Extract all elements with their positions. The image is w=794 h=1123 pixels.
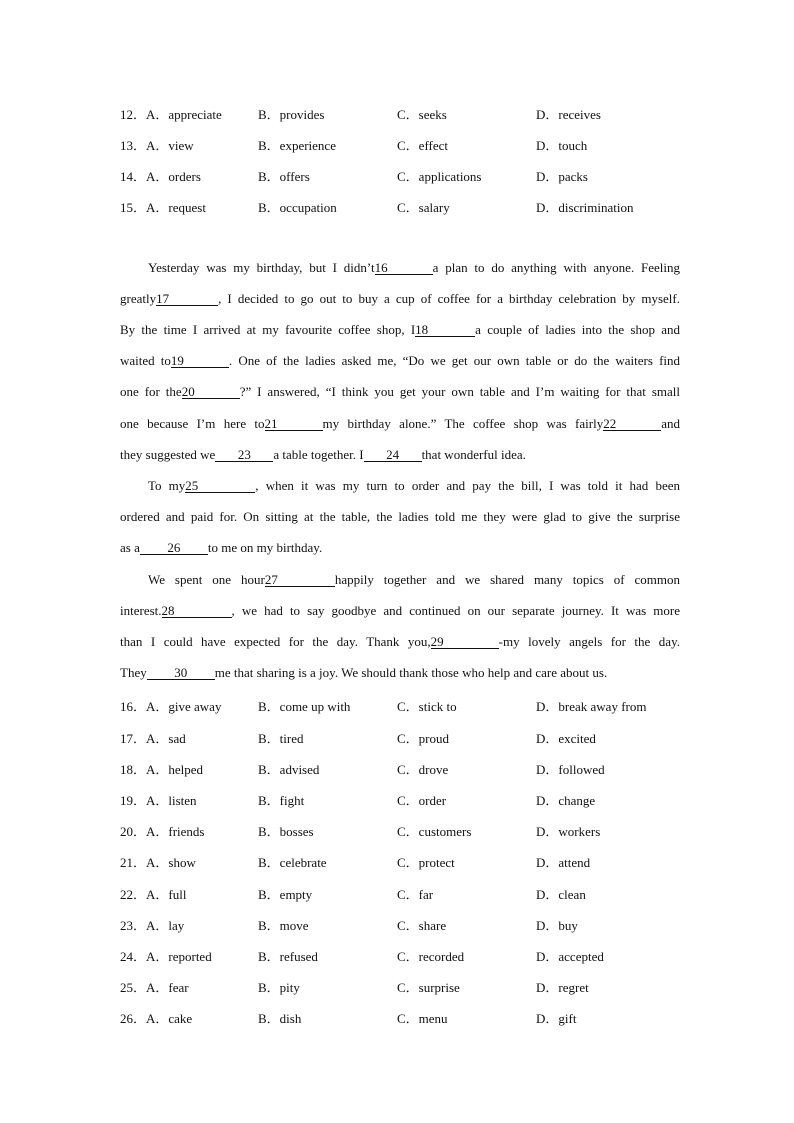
question-number: 21 xyxy=(120,855,133,870)
option-a: full xyxy=(168,887,187,902)
option-b: offers xyxy=(279,169,310,184)
option-d: change xyxy=(558,793,596,808)
option-row-17: 17．A．sad B．tired C．proud D．excited xyxy=(120,731,596,746)
option-a: sad xyxy=(168,731,186,746)
blank-28: 28 xyxy=(162,604,232,618)
option-a: request xyxy=(168,200,206,215)
option-row-14: 14．A．orders B．offers C．applications D．packs xyxy=(120,169,588,184)
passage-line: one for the20 ?” I answered, “I think you get your own table and I’m waiting for that small xyxy=(120,384,680,399)
passage-line: Yesterday was my birthday, but I didn’t16 a plan to do anything with anyone. Feeling xyxy=(148,260,680,275)
option-a: give away xyxy=(168,699,222,714)
option-b: come up with xyxy=(279,699,351,714)
option-b: tired xyxy=(279,731,304,746)
option-c: menu xyxy=(418,1011,448,1026)
blank-29: 29 xyxy=(431,635,499,649)
blank-17: 17 xyxy=(156,292,218,306)
option-a: cake xyxy=(168,1011,193,1026)
question-number: 14 xyxy=(120,169,133,184)
option-row-12: 12．A．appreciate B．provides C．seeks D．receives xyxy=(120,107,601,122)
option-c: salary xyxy=(418,200,450,215)
option-a: view xyxy=(168,138,194,153)
option-a: appreciate xyxy=(168,107,222,122)
option-b: experience xyxy=(279,138,336,153)
option-a: show xyxy=(168,855,196,870)
option-d: excited xyxy=(558,731,596,746)
option-row-20: 20．A．friends B．bosses C．customers D．workers xyxy=(120,824,601,839)
option-d: receives xyxy=(558,107,601,122)
passage-line: waited to19 . One of the ladies asked me, “Do we get our own table or do the waiters find xyxy=(120,353,681,368)
question-number: 23 xyxy=(120,918,133,933)
question-number: 25 xyxy=(120,980,133,995)
option-a: fear xyxy=(168,980,189,995)
option-d: packs xyxy=(558,169,588,184)
passage-line: interest.28 , we had to say goodbye and continued on our separate journey. It was more xyxy=(120,603,680,618)
option-a: orders xyxy=(168,169,201,184)
blank-19: 19 xyxy=(171,354,229,368)
option-row-26: 26．A．cake B．dish C．menu D．gift xyxy=(120,1011,577,1026)
blank-22: 22 xyxy=(603,417,661,431)
passage-line: By the time I arrived at my favourite coffee shop, I18 a couple of ladies into the shop and xyxy=(120,322,680,337)
option-d: buy xyxy=(558,918,578,933)
option-c: surprise xyxy=(418,980,460,995)
option-c: drove xyxy=(418,762,449,777)
passage-line: as a 26 to me on my birthday. xyxy=(120,540,323,555)
option-d: accepted xyxy=(558,949,604,964)
option-d: gift xyxy=(558,1011,577,1026)
option-b: bosses xyxy=(279,824,314,839)
option-a: reported xyxy=(168,949,212,964)
option-a: listen xyxy=(168,793,197,808)
option-d: regret xyxy=(558,980,589,995)
option-c: recorded xyxy=(418,949,465,964)
option-c: proud xyxy=(418,731,450,746)
blank-20: 20 xyxy=(182,385,240,399)
blank-30: 30 xyxy=(147,666,215,680)
question-number: 16 xyxy=(120,699,133,714)
blank-25: 25 xyxy=(185,479,255,493)
blank-27: 27 xyxy=(265,573,335,587)
passage-line: than I could have expected for the day. Thank you,29 -my lovely angels for the day. xyxy=(120,634,680,649)
option-row-15: 15．A．request B．occupation C．salary D．discrimination xyxy=(120,200,634,215)
option-row-22: 22．A．full B．empty C．far D．clean xyxy=(120,887,586,902)
option-d: attend xyxy=(558,855,591,870)
option-b: dish xyxy=(279,1011,302,1026)
option-b: refused xyxy=(279,949,318,964)
option-b: move xyxy=(279,918,309,933)
blank-18: 18 xyxy=(415,323,475,337)
option-c: share xyxy=(418,918,447,933)
passage-line: one because I’m here to21 my birthday alone.” The coffee shop was fairly22 and xyxy=(120,416,680,431)
question-number: 17 xyxy=(120,731,133,746)
option-c: effect xyxy=(418,138,449,153)
question-number: 13 xyxy=(120,138,133,153)
question-number: 12 xyxy=(120,107,133,122)
option-c: applications xyxy=(418,169,482,184)
option-b: pity xyxy=(279,980,300,995)
option-row-13: 13．A．view B．experience C．effect D．touch xyxy=(120,138,588,153)
option-row-25: 25．A．fear B．pity C．surprise D．regret xyxy=(120,980,589,995)
option-d: workers xyxy=(558,824,601,839)
option-a: helped xyxy=(168,762,204,777)
option-row-24: 24．A．reported B．refused C．recorded D．accepted xyxy=(120,949,604,964)
option-c: seeks xyxy=(418,107,447,122)
option-b: empty xyxy=(279,887,313,902)
question-number: 19 xyxy=(120,793,133,808)
blank-21: 21 xyxy=(265,417,323,431)
option-b: occupation xyxy=(279,200,337,215)
option-c: customers xyxy=(418,824,472,839)
question-number: 24 xyxy=(120,949,133,964)
option-d: break away from xyxy=(558,699,647,714)
option-b: celebrate xyxy=(279,855,327,870)
passage-line: they suggested we 23 a table together. I 24 that wonderful idea. xyxy=(120,447,526,462)
question-number: 22 xyxy=(120,887,133,902)
question-number: 18 xyxy=(120,762,133,777)
option-d: followed xyxy=(558,762,605,777)
option-d: touch xyxy=(558,138,588,153)
option-row-21: 21．A．show B．celebrate C．protect D．attend xyxy=(120,855,591,870)
passage-line: They 30 me that sharing is a joy. We should thank those who help and care about us. xyxy=(120,665,608,680)
question-number: 15 xyxy=(120,200,133,215)
blank-26: 26 xyxy=(140,541,208,555)
blank-24: 24 xyxy=(364,448,422,462)
option-c: far xyxy=(418,887,434,902)
passage-line: We spent one hour27 happily together and we shared many topics of common xyxy=(148,572,680,587)
passage-line: ordered and paid for. On sitting at the table, the ladies told me they were glad to give the surprise xyxy=(120,509,680,524)
option-b: fight xyxy=(279,793,305,808)
option-c: order xyxy=(418,793,447,808)
option-c: stick to xyxy=(418,699,457,714)
blank-23: 23 xyxy=(215,448,273,462)
passage-line: greatly17 , I decided to go out to buy a cup of coffee for a birthday celebration by myself. xyxy=(120,291,680,306)
option-a: friends xyxy=(168,824,205,839)
question-number: 26 xyxy=(120,1011,133,1026)
blank-16: 16 xyxy=(375,261,433,275)
option-c: protect xyxy=(418,855,455,870)
option-row-23: 23．A．lay B．move C．share D．buy xyxy=(120,918,578,933)
option-row-16: 16．A．give away B．come up with C．stick to D．break away from xyxy=(120,699,647,714)
question-number: 20 xyxy=(120,824,133,839)
option-row-18: 18．A．helped B．advised C．drove D．followed xyxy=(120,762,605,777)
option-b: advised xyxy=(279,762,320,777)
option-row-19: 19．A．listen B．fight C．order D．change xyxy=(120,793,596,808)
option-a: lay xyxy=(168,918,185,933)
option-b: provides xyxy=(279,107,325,122)
option-d: discrimination xyxy=(558,200,634,215)
passage-line: To my25 , when it was my turn to order and pay the bill, I was told it had been xyxy=(148,478,680,493)
option-d: clean xyxy=(558,887,586,902)
